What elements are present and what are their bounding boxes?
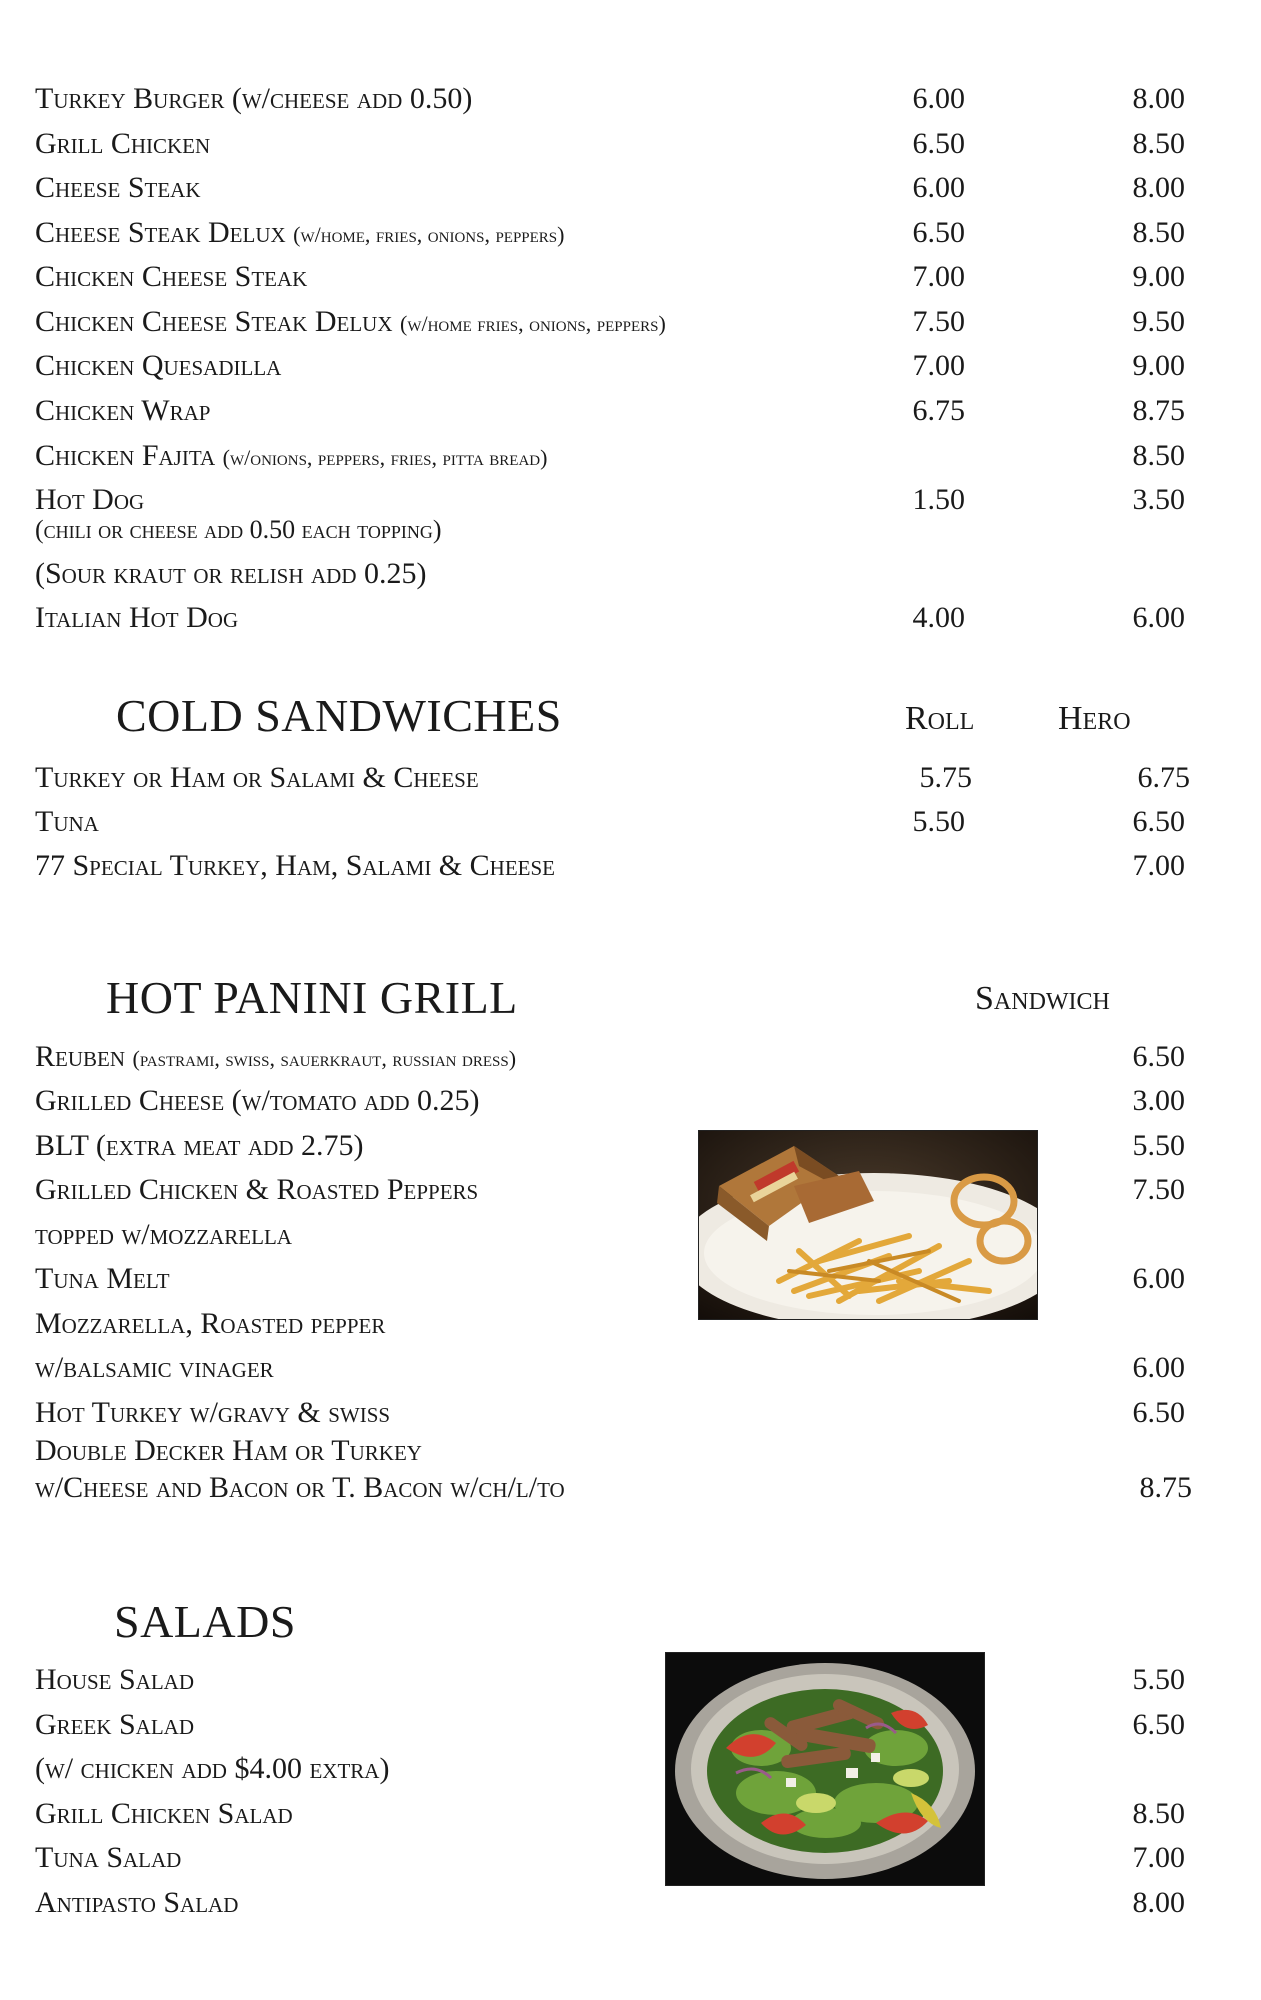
price: 8.75 bbox=[1139, 1471, 1192, 1504]
price-small: 6.00 bbox=[912, 82, 965, 115]
item-name: (chili or cheese add 0.50 each topping) bbox=[35, 515, 442, 544]
menu-item bbox=[35, 1215, 1215, 1255]
price: 6.50 bbox=[1132, 1396, 1185, 1429]
menu-item bbox=[35, 436, 1215, 476]
salad-photo bbox=[665, 1652, 985, 1886]
item-name: 77 Special Turkey, Ham, Salami & Cheese bbox=[35, 849, 555, 882]
item-name: Grill Chicken bbox=[35, 127, 211, 160]
item-note: (w/onions, peppers, fries, pitta bread) bbox=[222, 445, 548, 470]
item-name: BLT (extra meat add 2.75) bbox=[35, 1129, 364, 1162]
item-name: (w/ chicken add $4.00 extra) bbox=[35, 1752, 390, 1785]
item-note: (w/cheese add 0.50) bbox=[231, 82, 473, 115]
item-note: (w/home, fries, onions, peppers) bbox=[293, 222, 565, 247]
menu-item bbox=[35, 391, 1215, 431]
price-hero: 6.75 bbox=[1137, 761, 1190, 794]
column-header-sandwich: Sandwich bbox=[975, 980, 1110, 1017]
price: 8.00 bbox=[1132, 1886, 1185, 1919]
item-name: Cheese Steak bbox=[35, 171, 201, 204]
item-name: Reuben bbox=[35, 1040, 126, 1073]
price-large: 8.75 bbox=[1132, 394, 1185, 427]
menu-item bbox=[35, 1304, 1215, 1344]
item-name: w/Cheese and Bacon or T. Bacon w/ch/l/to bbox=[35, 1471, 565, 1504]
price-small: 1.50 bbox=[912, 483, 965, 516]
price: 6.50 bbox=[1132, 1708, 1185, 1741]
price-small: 6.50 bbox=[912, 127, 965, 160]
item-name: Chicken Cheese Steak Delux bbox=[35, 305, 393, 338]
menu-item bbox=[35, 346, 1215, 386]
menu-item bbox=[35, 1348, 1215, 1388]
price-large: 3.50 bbox=[1132, 483, 1185, 516]
item-name: Chicken Wrap bbox=[35, 394, 211, 427]
menu-item bbox=[35, 1259, 1215, 1299]
menu-item bbox=[35, 1794, 1215, 1834]
menu-item bbox=[35, 1431, 1215, 1471]
menu-item bbox=[35, 124, 1215, 164]
menu-item bbox=[35, 1170, 1215, 1210]
menu-item bbox=[35, 1037, 1215, 1077]
item-name: House Salad bbox=[35, 1663, 195, 1696]
menu-item bbox=[35, 1883, 1215, 1923]
price-hero: 7.00 bbox=[1132, 849, 1185, 882]
price-large: 8.00 bbox=[1132, 171, 1185, 204]
item-name: Turkey Burger bbox=[35, 82, 225, 115]
menu-item bbox=[35, 1126, 1215, 1166]
item-name: Grill Chicken Salad bbox=[35, 1797, 293, 1830]
price-small: 6.00 bbox=[912, 171, 965, 204]
section-title: HOT PANINI GRILL bbox=[106, 972, 518, 1023]
item-note: (w/home fries, onions, peppers) bbox=[400, 311, 666, 336]
menu-item bbox=[35, 79, 1215, 119]
price-small: 7.50 bbox=[912, 305, 965, 338]
item-name: Greek Salad bbox=[35, 1708, 195, 1741]
menu-item bbox=[35, 758, 1215, 798]
price-large: 9.50 bbox=[1132, 305, 1185, 338]
item-name: Turkey or Ham or Salami & Cheese bbox=[35, 761, 479, 794]
price-roll: 5.50 bbox=[912, 805, 965, 838]
menu-note bbox=[35, 510, 1215, 550]
price: 5.50 bbox=[1132, 1129, 1185, 1162]
menu-item bbox=[35, 213, 1215, 253]
price-small: 7.00 bbox=[912, 349, 965, 382]
price-small: 4.00 bbox=[912, 601, 965, 634]
item-name: Chicken Fajita bbox=[35, 439, 216, 472]
menu-item bbox=[35, 802, 1215, 842]
price-hero: 6.50 bbox=[1132, 805, 1185, 838]
menu-item bbox=[35, 1838, 1215, 1878]
item-name: Hot Turkey w/gravy & swiss bbox=[35, 1396, 391, 1429]
price: 7.50 bbox=[1132, 1173, 1185, 1206]
panini-photo bbox=[698, 1130, 1038, 1320]
price: 6.00 bbox=[1132, 1262, 1185, 1295]
price-large: 8.50 bbox=[1132, 127, 1185, 160]
column-header-roll: Roll bbox=[905, 700, 975, 737]
menu-item bbox=[35, 257, 1215, 297]
item-name: Tuna Salad bbox=[35, 1841, 182, 1874]
price-small: 6.75 bbox=[912, 394, 965, 427]
menu-item bbox=[35, 1705, 1215, 1745]
price: 6.00 bbox=[1132, 1351, 1185, 1384]
price-large: 8.50 bbox=[1132, 439, 1185, 472]
menu-item bbox=[35, 168, 1215, 208]
price-small: 6.50 bbox=[912, 216, 965, 249]
item-name: (Sour kraut or relish add 0.25) bbox=[35, 557, 427, 590]
item-name: Mozzarella, Roasted pepper bbox=[35, 1307, 386, 1340]
price: 8.50 bbox=[1132, 1797, 1185, 1830]
price: 6.50 bbox=[1132, 1040, 1185, 1073]
menu-item bbox=[35, 302, 1215, 342]
section-title: SALADS bbox=[114, 1596, 296, 1647]
item-name: Cheese Steak Delux bbox=[35, 216, 286, 249]
menu-item bbox=[35, 598, 1215, 638]
item-name: Antipasto Salad bbox=[35, 1886, 239, 1919]
item-name: Chicken Quesadilla bbox=[35, 349, 282, 382]
item-name: Grilled Cheese (w/tomato add 0.25) bbox=[35, 1084, 480, 1117]
menu-item bbox=[35, 1468, 1215, 1508]
item-note: (pastrami, swiss, sauerkraut, russian dress) bbox=[132, 1046, 517, 1071]
item-name: Italian Hot Dog bbox=[35, 601, 239, 634]
price-large: 8.00 bbox=[1132, 82, 1185, 115]
menu-item bbox=[35, 1749, 1215, 1789]
item-name: Chicken Cheese Steak bbox=[35, 260, 308, 293]
menu-item bbox=[35, 1393, 1215, 1433]
item-name: Double Decker Ham or Turkey bbox=[35, 1434, 422, 1467]
menu-item bbox=[35, 1660, 1215, 1700]
price: 7.00 bbox=[1132, 1841, 1185, 1874]
price-large: 6.00 bbox=[1132, 601, 1185, 634]
section-title: COLD SANDWICHES bbox=[116, 690, 562, 741]
price: 3.00 bbox=[1132, 1084, 1185, 1117]
column-header-hero: Hero bbox=[1058, 700, 1131, 737]
price-roll: 5.75 bbox=[919, 761, 972, 794]
price-large: 8.50 bbox=[1132, 216, 1185, 249]
item-name: Tuna Melt bbox=[35, 1262, 170, 1295]
menu-item bbox=[35, 846, 1215, 886]
menu-note bbox=[35, 554, 1215, 594]
price-large: 9.00 bbox=[1132, 260, 1185, 293]
item-name: w/balsamic vinager bbox=[35, 1351, 274, 1384]
price-large: 9.00 bbox=[1132, 349, 1185, 382]
item-name: Grilled Chicken & Roasted Peppers bbox=[35, 1173, 479, 1206]
item-name: Hot Dog bbox=[35, 483, 145, 516]
price: 5.50 bbox=[1132, 1663, 1185, 1696]
item-name: topped w/mozzarella bbox=[35, 1218, 292, 1251]
menu-item bbox=[35, 1081, 1215, 1121]
item-name: Tuna bbox=[35, 805, 99, 838]
price-small: 7.00 bbox=[912, 260, 965, 293]
